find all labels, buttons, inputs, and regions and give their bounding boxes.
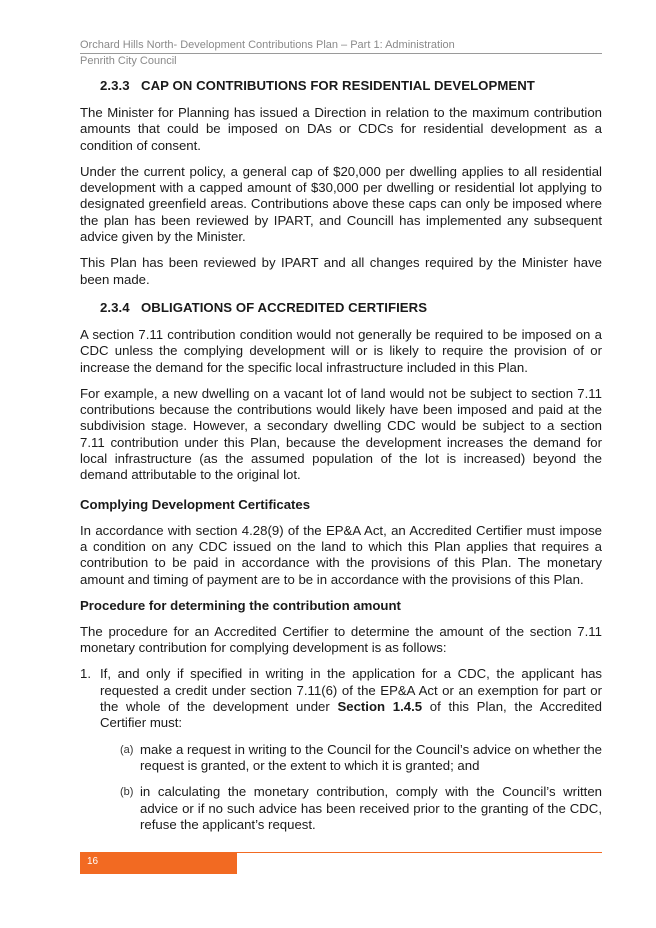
paragraph: For example, a new dwelling on a vacant lot of land would not be subject to section 7.11 contributions because the contributions would likely have been imposed and paid at the subdivision stage. However, a secondary dwelling CDC would be subject to a section 7.11 contribution under this Plan, because the development increases the demand for local infrastructure (as the assumed population of the lot is increased) beyond the demand attributable to the original lot. <box>80 385 602 483</box>
list-item <box>80 666 602 731</box>
sublist-letter: (a) <box>120 743 134 756</box>
footer-divider <box>237 852 602 853</box>
council-name: Penrith City Council <box>80 55 177 67</box>
sublist-text: in calculating the monetary contribution, comply with the Council’s written advice or if no such advice has been received prior to the granting of the CDC, refuse the applicant’s request. <box>140 784 602 832</box>
paragraph: The procedure for an Accredited Certifier to determine the amount of the section 7.11 monetary contribution for complying development is as follows: <box>80 623 602 656</box>
page-number: 16 <box>87 856 99 867</box>
page-content <box>80 78 602 843</box>
list-number: 1. <box>80 666 91 682</box>
header-divider <box>80 53 602 54</box>
paragraph: Under the current policy, a general cap of $20,000 per dwelling applies to all residential development with a capped amount of $30,000 per dwelling or residential lot applying to designated greenfield areas. Contributions above these caps can only be imposed where the plan has been reviewed by IPART, and Councill has implemented any subsequent advice given by the Minister. <box>80 163 602 245</box>
sublist-letter: (b) <box>120 786 134 799</box>
list-text-before: If, and only if specified in writing in the application for a CDC, the applicant has requested a credit under section 7.11(6) of the EP&A Act or an exemption for part or the whole of the development under <box>100 666 602 715</box>
paragraph: A section 7.11 contribution condition would not generally be required to be imposed on a CDC unless the complying development will or is likely to require the provision of or increase the demand for the specific local infrastructure included in this Plan. <box>80 326 602 375</box>
page-header <box>80 38 602 68</box>
sublist <box>120 742 602 833</box>
paragraph: The Minister for Planning has issued a Direction in relation to the maximum contribution amounts that could be imposed on DAs or CDCs for residential development as a condition of consent. <box>80 105 602 153</box>
paragraph: This Plan has been reviewed by IPART and all changes required by the Minister have been made. <box>80 255 602 287</box>
paragraph: In accordance with section 4.28(9) of the EP&A Act, an Accredited Certifier must impose a condition on any CDC issued on the land to which this Plan applies that requires a contribution to be paid in accordance with the provisions of this Plan. The monetary amount and timing of payment are to be in accordance with the provisions of this Plan. <box>80 522 602 587</box>
section-heading-2-3-4 <box>80 300 602 316</box>
section-title: OBLIGATIONS OF ACCREDITED CERTIFIERS <box>141 299 428 315</box>
list-text-after: of this Plan, the Accredited Certifier must: <box>100 699 602 731</box>
sublist-item <box>120 742 602 775</box>
sublist-text: make a request in writing to the Council for the Council’s advice on whether the request is granted, or the extent to which it is granted; and <box>140 741 602 773</box>
document-title: Orchard Hills North- Development Contributions Plan – Part 1: Administration <box>80 39 455 51</box>
section-number: 2.3.3 <box>100 78 130 93</box>
list-item-text <box>100 666 602 731</box>
sublist-item <box>120 784 602 833</box>
subheading-procedure: Procedure for determining the contribution amount <box>80 597 401 613</box>
page-number-box <box>80 852 237 874</box>
section-number: 2.3.4 <box>100 299 130 315</box>
section-title: CAP ON CONTRIBUTIONS FOR RESIDENTIAL DEVELOPMENT <box>141 78 535 93</box>
section-reference: Section 1.4.5 <box>337 699 423 715</box>
subheading-complying-development: Complying Development Certificates <box>80 496 311 512</box>
section-heading-2-3-3 <box>80 78 602 94</box>
